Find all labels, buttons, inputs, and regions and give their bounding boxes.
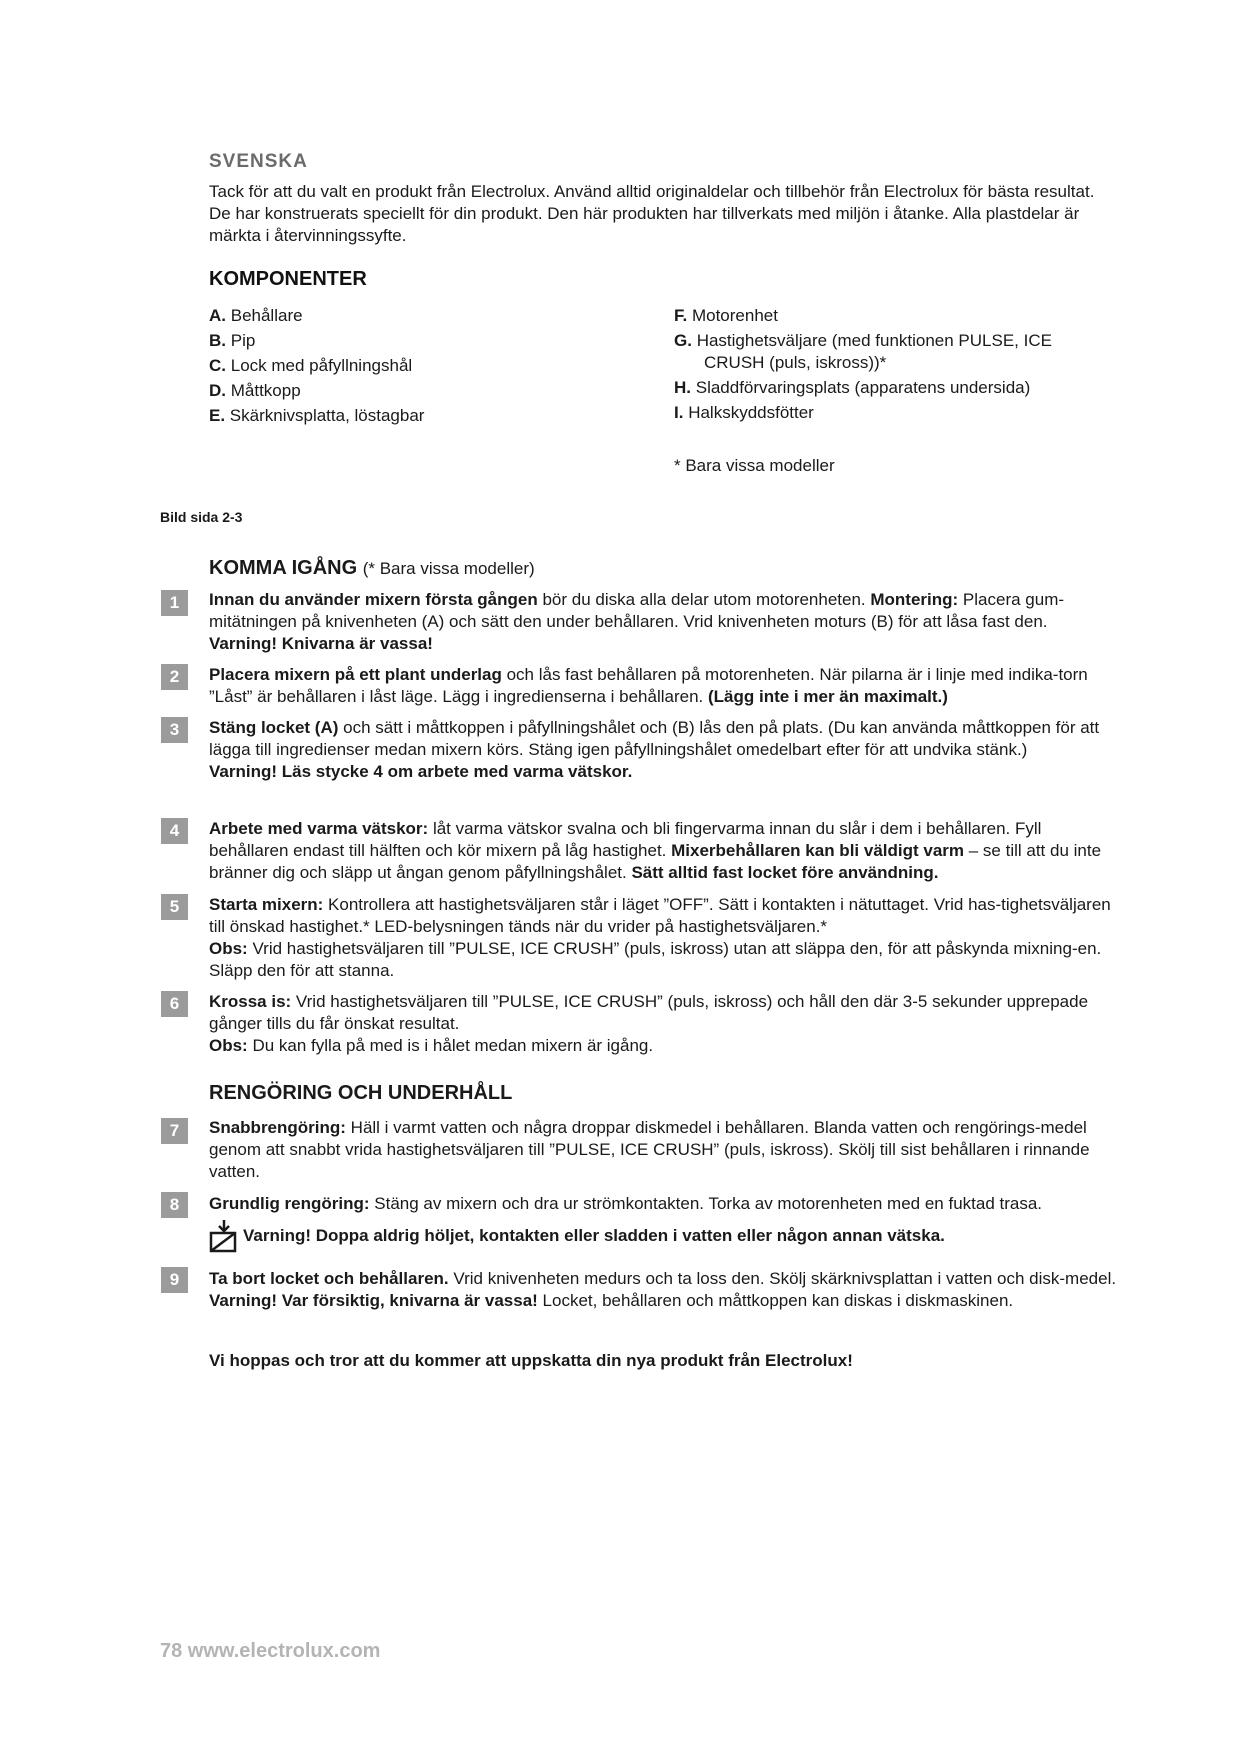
step-number-badge: 9 xyxy=(161,1267,188,1293)
component-item: E. Skärknivsplatta, löstagbar xyxy=(209,406,425,425)
component-item: H. Sladdförvaringsplats (apparatens undersida) xyxy=(674,378,1031,397)
component-item: B. Pip xyxy=(209,331,256,350)
step-2-text: Placera mixern på ett plant underlag och lås fast behållaren på motorenheten. När pilarna är i linje med indika-torn ”Låst” är behållaren i låst läge. Lägg i ingredienserna i behållaren. (Lägg inte i mer än maximalt.) xyxy=(209,665,1088,706)
no-immersion-warning: Varning! Doppa aldrig höljet, kontakten eller sladden i vatten eller någon annan vätska. xyxy=(209,1219,945,1253)
closing-message: Vi hoppas och tror att du kommer att uppskatta din nya produkt från Electrolux! xyxy=(209,1351,853,1370)
components-heading: KOMPONENTER xyxy=(209,268,367,290)
cleaning-heading: RENGÖRING OCH UNDERHÅLL xyxy=(209,1082,513,1104)
step-8-text: Grundlig rengöring: Stäng av mixern och dra ur strömkontakten. Torka av motorenheten med en fuktad trasa. xyxy=(209,1194,1043,1213)
page-footer: 78 www.electrolux.com xyxy=(160,1640,381,1662)
step-number-badge: 5 xyxy=(161,894,188,920)
step-number-badge: 1 xyxy=(161,590,188,616)
component-item: I. Halkskyddsfötter xyxy=(674,403,814,422)
step-4-text: Arbete med varma vätskor: låt varma vätskor svalna och bli fingervarma innan du slår i dem i behållaren. Fyll behållaren endast till hälften och kör mixern på låg hastighet. Mixerbehållaren kan bli väldigt varm – se till att du inte bränner dig och släpp ut ångan genom påfyllningshålet. Sätt alltid fast locket före användning. xyxy=(209,819,1102,882)
getting-started-heading: KOMMA IGÅNG (* Bara vissa modeller) xyxy=(209,557,535,579)
component-item: G. Hastighetsväljare (med funktionen PULSE, ICE CRUSH (puls, iskross))* xyxy=(674,331,1052,372)
step-number-badge: 8 xyxy=(161,1192,188,1218)
no-water-immersion-icon xyxy=(209,1219,239,1253)
component-item: F. Motorenhet xyxy=(674,306,778,325)
figure-reference: Bild sida 2-3 xyxy=(160,509,243,525)
step-number-badge: 7 xyxy=(161,1118,188,1144)
step-number-badge: 3 xyxy=(161,717,188,743)
intro-paragraph: Tack för att du valt en produkt från Electrolux. Använd alltid originaldelar och tillbehör från Electrolux för bästa resultat. De har konstruerats speciellt för din produkt. Den här produkten har tillverkats med miljön i åtanke. Alla plastdelar är märkta i återvinningssyfte. xyxy=(209,182,1095,245)
step-3-text: Stäng locket (A) och sätt i måttkoppen i påfyllningshålet och (B) lås den på plats. (Du kan använda måttkoppen för att lägga till ingredienser medan mixern körs. Stäng igen påfyllningshålet omedelbart efter för att undvika stänk.) Varning! Läs stycke 4 om arbete med varma vätskor. xyxy=(209,718,1100,781)
step-number-badge: 2 xyxy=(161,664,188,690)
step-7-text: Snabbrengöring: Häll i varmt vatten och några droppar diskmedel i behållaren. Blanda vatten och rengörings-medel genom att snabbt vrida hastighetsväljaren till ”PULSE, ICE CRUSH” (puls, iskross). Skölj till sist behållaren i rinnande vatten. xyxy=(209,1118,1090,1181)
components-left-list xyxy=(209,305,649,430)
models-note: * Bara vissa modeller xyxy=(674,456,835,475)
step-9-text: Ta bort locket och behållaren. Vrid knivenheten medurs och ta loss den. Skölj skärknivsplattan i vatten och disk-medel. Varning! Var försiktig, knivarna är vassa! Locket, behållaren och måttkoppen kan diskas i diskmaskinen. xyxy=(209,1269,1117,1310)
component-item: C. Lock med påfyllningshål xyxy=(209,356,413,375)
step-6-text: Krossa is: Vrid hastighetsväljaren till ”PULSE, ICE CRUSH” (puls, iskross) och håll den där 3-5 sekunder upprepade gånger tills du får önskat resultat. Obs: Du kan fylla på med is i hålet medan mixern är igång. xyxy=(209,992,1089,1055)
step-number-badge: 6 xyxy=(161,991,188,1017)
component-item: A. Behållare xyxy=(209,306,303,325)
components-right-list xyxy=(674,305,1104,427)
component-item: D. Måttkopp xyxy=(209,381,301,400)
step-5-text: Starta mixern: Kontrollera att hastighetsväljaren står i läget ”OFF”. Sätt i kontakten i nätuttaget. Vrid has-tighetsväljaren till önskad hastighet.* LED-belysningen tänds när du vrider på hastighetsväljaren.* Obs: Vrid hastighetsväljaren till ”PULSE, ICE CRUSH” (puls, iskross) utan att släppa den, för att påskynda mixning-en. Släpp den för att stanna. xyxy=(209,895,1111,980)
language-heading: SVENSKA xyxy=(209,151,308,172)
step-1-text: Innan du använder mixern första gången bör du diska alla delar utom motorenheten. Montering: Placera gum-mitätningen på knivenheten (A) och sätt den under behållaren. Vrid knivenheten moturs (B) för att låsa fast den. Varning! Knivarna är vassa! xyxy=(209,590,1065,653)
step-number-badge: 4 xyxy=(161,818,188,844)
